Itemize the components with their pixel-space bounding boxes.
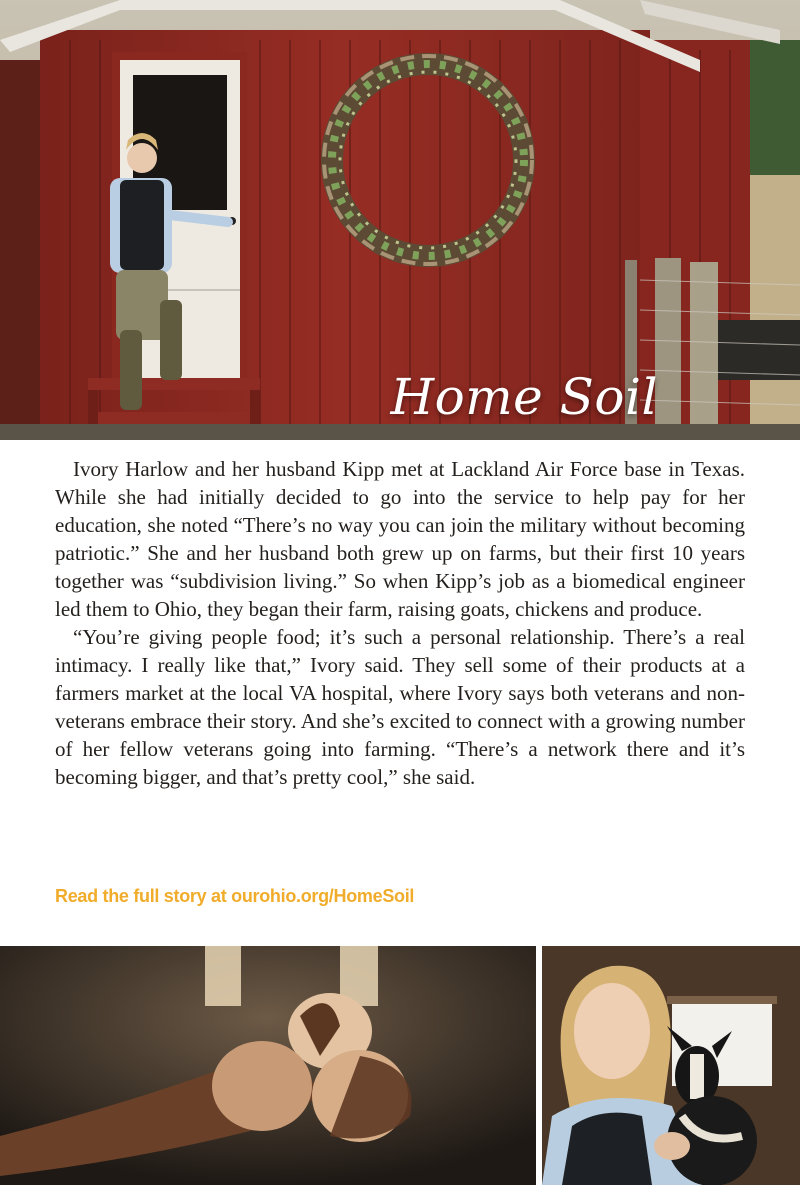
read-full-story-link[interactable]: Read the full story at ourohio.org/HomeSoil	[55, 886, 415, 906]
article-paragraph: Ivory Harlow and her husband Kipp met at Lackland Air Force base in Texas. While she had initially decided to go into the service to help pay for her education, she noted “There’s no way you can join the military without becoming patriotic.” She and her husband both grew up on farms, but their first 10 years together was “subdivision living.” So when Kipp’s job as a biomedical engineer led them to Ohio, they began their farm, raising goats, chickens and produce.	[55, 457, 745, 621]
section-title: Home Soil	[390, 368, 658, 426]
goat-photo	[542, 946, 800, 1185]
hand-holding-eggs-illustration	[0, 946, 536, 1185]
hero-photo	[0, 0, 800, 440]
eggs-photo	[0, 946, 536, 1185]
article-paragraph: “You’re giving people food; it’s such a personal relationship. There’s a real intimacy. I really like that,” Ivory said. They sell some of their products at a farmers market at the local VA hospital, where Ivory says both veterans and non-veterans embrace their story. And she’s excited to connect with a growing number of her fellow veterans going into farming. “There’s a network there and it’s becoming bigger, and that’s pretty cool,” she said.	[55, 625, 745, 789]
article-body	[55, 455, 745, 791]
woman-with-goat-illustration	[542, 946, 800, 1185]
